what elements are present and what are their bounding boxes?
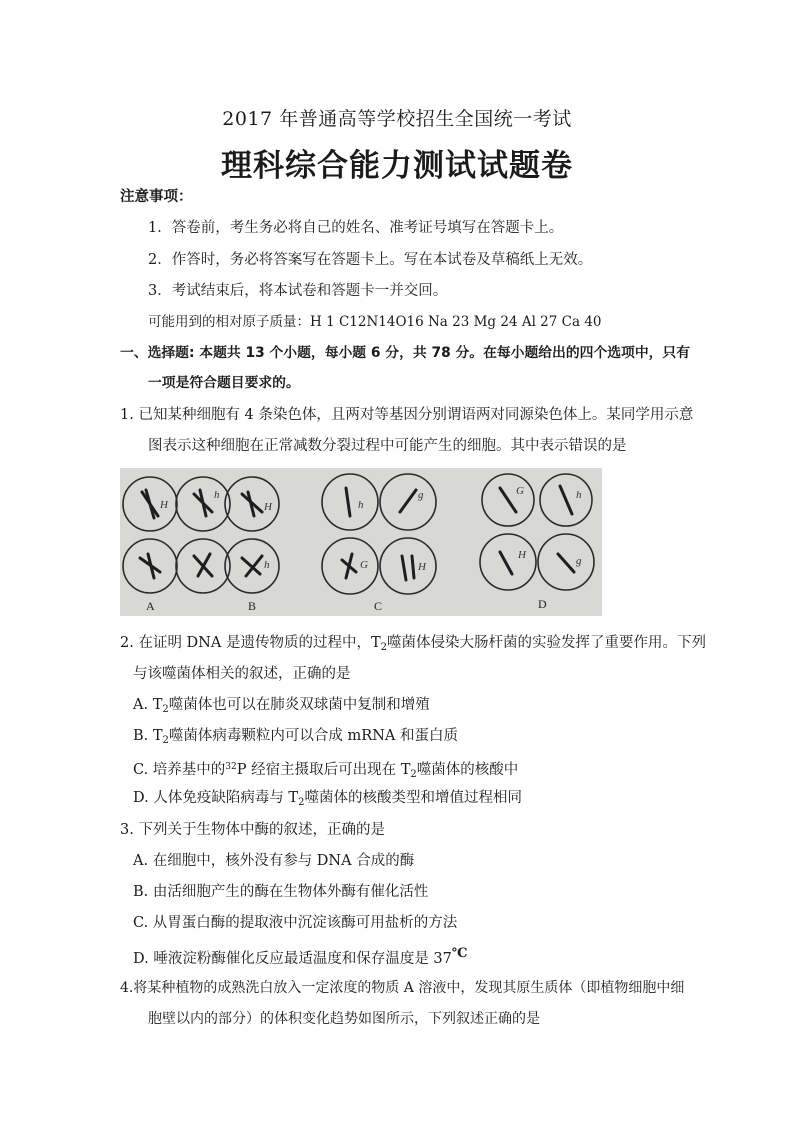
figure-label-d: D: [538, 597, 547, 611]
notice-item: 1．答卷前，考生务必将自己的姓名、准考证号填写在答题卡上。: [148, 220, 564, 236]
svg-text:g: g: [576, 555, 582, 567]
svg-text:g: g: [418, 489, 424, 501]
question-4-stem-cont: 胞壁以内的部分）的体积变化趋势如图所示，下列叙述正确的是: [148, 1011, 540, 1027]
question-3-option-b: B. 由活细胞产生的酶在生物体外酶有催化活性: [133, 884, 429, 900]
question-2-option-c: C. 培养基中的$^{32}$P 经宿主摄取后可出现在 $T_2$噬菌体的核酸中: [133, 762, 519, 780]
question-1-stem-cont: 图表示这种细胞在正常减数分裂过程中可能产生的细胞。其中表示错误的是: [148, 438, 627, 454]
figure-label-a: A: [146, 599, 155, 613]
svg-text:h: h: [576, 489, 582, 501]
notice-item: 3．考试结束后，将本试卷和答题卡一并交回。: [148, 283, 448, 299]
question-1-stem: 1. 已知某种细胞有 4 条染色体，且两对等基因分别谓语两对同源染色体上。某同学用示意: [120, 407, 694, 423]
atomic-masses: 可能用到的相对原子质量：H 1 C12N14O16 Na 23 Mg 24 Al 27 Ca 40: [148, 314, 602, 330]
question-2-stem-cont: 与该噬菌体相关的叙述，正确的是: [133, 666, 351, 682]
question-3-option-d: D. 唾液淀粉酶催化反应最适温度和保存温度是 37℃: [133, 946, 468, 967]
question-2-option-a: A. $T_2$噬菌体也可以在肺炎双球菌中复制和增殖: [133, 697, 430, 715]
notice-heading: 注意事项：: [120, 189, 193, 205]
exam-title: 理科综合能力测试试题卷: [221, 148, 573, 184]
question-2-option-d: D. 人体免疫缺陷病毒与 $T_2$噬菌体的核酸类型和增值过程相同: [133, 790, 522, 808]
svg-text:h: h: [214, 489, 220, 501]
question-3-option-c: C. 从胃蛋白酶的提取液中沉淀该酶可用盐析的方法: [133, 915, 458, 931]
section-heading-cont: 一项是符合题目要求的。: [148, 375, 300, 391]
section-heading: 一、选择题: 本题共 13 个小题，每小题 6 分，共 78 分。在每小题给出的四个选项中，只有: [120, 345, 691, 361]
question-4-stem: 4.将某种植物的成熟洗白放入一定浓度的物质 A 溶液中，发现其原生质体（即植物细胞中细: [120, 980, 685, 996]
svg-text:h: h: [358, 499, 364, 511]
figure-label-b: B: [248, 599, 257, 613]
svg-text:G: G: [516, 485, 524, 497]
svg-text:H: H: [264, 501, 272, 513]
question-2-option-b: B. $T_2$噬菌体病毒颗粒内可以合成 mRNA 和蛋白质: [133, 728, 458, 746]
svg-text:H: H: [160, 499, 168, 511]
exam-year-heading: 2017 年普通高等学校招生全国统一考试: [222, 108, 572, 130]
figure-label-c: C: [374, 599, 383, 613]
meiosis-cell-figure: [120, 468, 602, 616]
notice-item: 2．作答时，务必将答案写在答题卡上。写在本试卷及草稿纸上无效。: [148, 252, 593, 268]
svg-text:G: G: [360, 559, 368, 571]
svg-text:H: H: [418, 561, 426, 573]
cell-diagrams: [120, 468, 602, 616]
question-2-stem: 2. 在证明 DNA 是遗传物质的过程中，$T_2$噬菌体侵染大肠杆菌的实验发挥了重要作用。下列: [120, 635, 706, 653]
svg-text:H: H: [518, 549, 526, 561]
svg-text:h: h: [264, 559, 270, 571]
question-3-option-a: A. 在细胞中，核外没有参与 DNA 合成的酶: [133, 853, 415, 869]
question-3-stem: 3. 下列关于生物体中酶的叙述，正确的是: [120, 822, 385, 838]
